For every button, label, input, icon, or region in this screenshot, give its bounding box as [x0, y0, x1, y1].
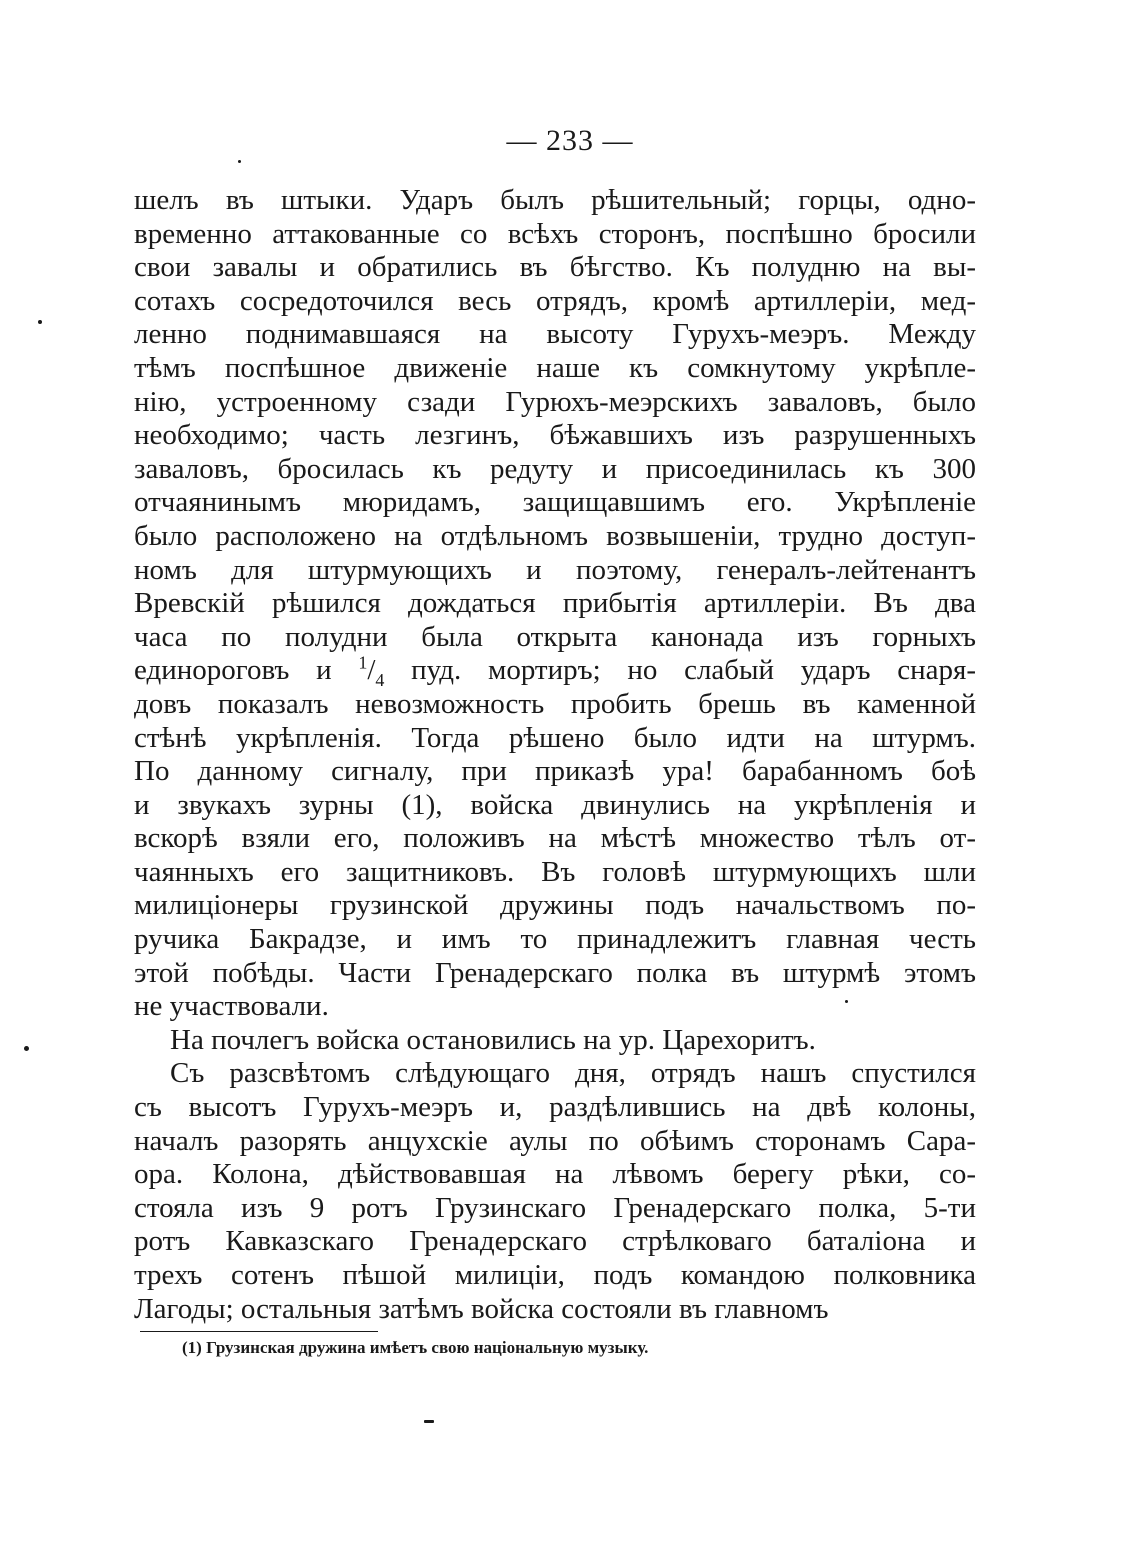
text-line: тѣмъ поспѣшное движеніе наше къ сомкнутому укрѣпле-: [134, 351, 976, 384]
text-line: чаянныхъ его защитниковъ. Въ головѣ штурмующихъ шли: [134, 855, 976, 888]
text-line: ротъ Кавказскаго Гренадерскаго стрѣлковаго баталіона и: [134, 1225, 976, 1258]
print-speck: [24, 1046, 29, 1051]
text-line: началъ разорять анцухскіе аулы по обѣимъ сторонамъ Сара-: [134, 1124, 976, 1157]
text-line: было расположено на отдѣльномъ возвышеніи, трудно доступ-: [134, 519, 976, 552]
print-speck: [238, 160, 241, 163]
text-line: ручика Бакрадзе, и имъ то принадлежитъ главная честь: [134, 923, 976, 956]
print-speck: [38, 320, 42, 324]
text-line: шелъ въ штыки. Ударъ былъ рѣшительный; горцы, одно-: [134, 184, 976, 216]
text-line: На почлегъ войска остановились на ур. Царехоритъ.: [170, 1023, 816, 1056]
footnote-divider: [140, 1331, 378, 1332]
text-line: отчаянинымъ мюридамъ, защищавшимъ его. Укрѣпленіе: [134, 486, 976, 519]
text-line: вскорѣ взяли его, положивъ на мѣстѣ множество тѣлъ от-: [134, 822, 976, 855]
fraction-slash: /: [367, 654, 376, 687]
text-line: ленно поднимавшаяся на высоту Гурухъ-меэръ. Между: [134, 318, 976, 351]
text-line: Вревскій рѣшился дождаться прибытія артиллеріи. Въ два: [134, 587, 976, 620]
text-line: нію, устроенному сзади Гурюхъ-меэрскихъ заваловъ, было: [134, 385, 976, 418]
text-segment: пуд. мортиръ; но слабый ударъ снаря-: [384, 654, 976, 687]
text-line: необходимо; часть лезгинъ, бѣжавшихъ изъ разрушенныхъ: [134, 419, 976, 452]
text-line: ора. Колона, дѣйствовавшая на лѣвомъ берегу рѣки, со-: [134, 1158, 976, 1191]
text-line: стѣнѣ укрѣпленія. Тогда рѣшено было идти на штурмъ.: [134, 721, 976, 754]
text-line: номъ для штурмующихъ и поэтому, генералъ-лейтенантъ: [134, 553, 976, 586]
fraction-denominator: 4: [375, 670, 385, 688]
text-line: сотахъ сосредоточился весь отрядъ, кромѣ артиллеріи, мед-: [134, 284, 976, 317]
text-line: не участвовали.: [134, 990, 329, 1023]
text-line: [134, 654, 976, 688]
print-speck: [424, 1420, 434, 1423]
text-line: довъ показалъ невозможность пробить брешь въ каменной: [134, 687, 976, 720]
text-line: временно аттакованные со всѣхъ сторонъ, поспѣшно бросили: [134, 217, 976, 250]
body-text: [134, 184, 976, 1326]
print-speck: [845, 1000, 848, 1003]
text-line: часа по полудни была открыта канонада изъ горныхъ: [134, 620, 976, 653]
text-line: стояла изъ 9 ротъ Грузинскаго Гренадерскаго полка, 5-ти: [134, 1191, 976, 1224]
text-line: По данному сигналу, при приказѣ ура! барабанномъ боѣ: [134, 755, 976, 788]
text-line: и звукахъ зурны (1), войска двинулись на укрѣпленія и: [134, 788, 976, 821]
text-line: этой побѣды. Части Гренадерскаго полка въ штурмѣ этомъ: [134, 956, 976, 989]
text-line: заваловъ, бросилась къ редуту и присоединилась къ 300: [134, 452, 976, 485]
text-line: Съ разсвѣтомъ слѣдующаго дня, отрядъ нашъ спустился: [170, 1057, 976, 1090]
fraction-numerator: 1: [358, 654, 368, 673]
text-line: трехъ сотенъ пѣшой милиціи, подъ командою полковника: [134, 1259, 976, 1291]
text-line: свои завалы и обратились въ бѣгство. Къ полудню на вы-: [134, 251, 976, 284]
footnote: (1) Грузинская дружина имѣетъ свою національную музыку.: [182, 1338, 649, 1357]
page-number: — 233 —: [506, 124, 634, 157]
text-line: съ высотъ Гурухъ-меэръ и, раздѣлившись на двѣ колоны,: [134, 1091, 976, 1124]
text-segment: единороговъ и: [134, 654, 359, 687]
text-line: Лагоды; остальныя затѣмъ войска состояли въ главномъ: [134, 1292, 829, 1325]
text-line: милиціонеры грузинской дружины подъ начальствомъ по-: [134, 889, 976, 922]
